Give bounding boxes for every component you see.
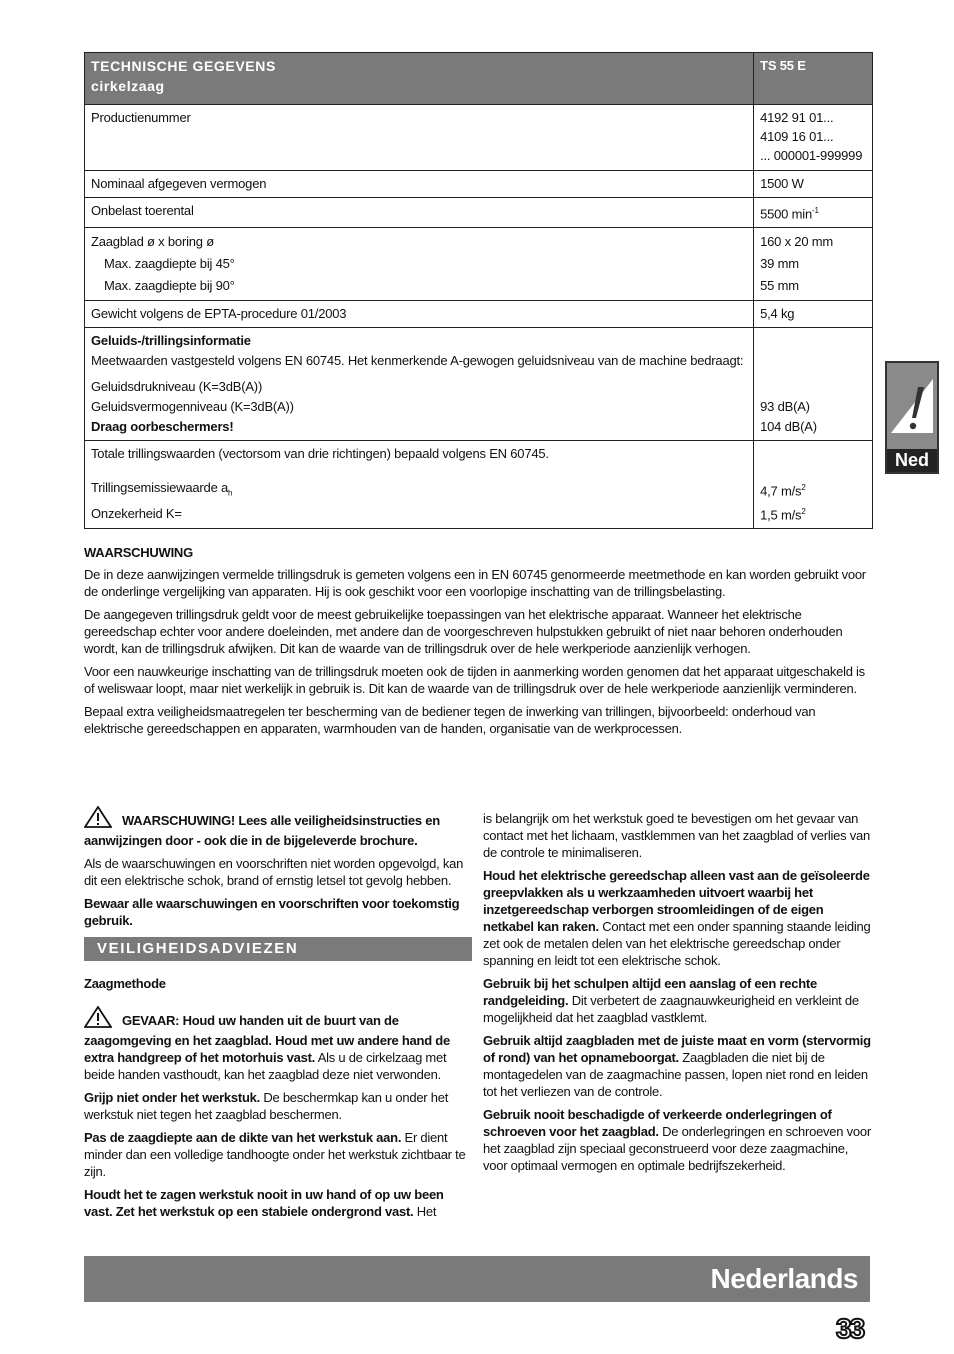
hold-paragraph (84, 1186, 472, 1220)
grip-bold: Houd het elektrische gereedschap alleen vast aan de geïsoleerde greepvlakken als u werkzaamheden uitvoert waarbij het inzetgereedschap verborgen stroomleidingen of de eigen netkabel kan raken. (483, 868, 870, 934)
spec-label: Productienummer (85, 105, 754, 171)
warning-paragraph-3: Voor een nauwkeurige inschatting van de trillingsdruk moeten ook de tijden in aanmerking worden genomen dat het apparaat uitgeschakeld is of weliswaar loopt, maar niet werkelijk in gebruik is. Dit kan de waarde van de trillingsdruk over de hele werkperiode aanzienlijk verminderen. (84, 664, 865, 696)
left-column (84, 806, 472, 1226)
speed-value: 5500 min (760, 206, 812, 222)
blade-value: 160 x 20 mm (760, 234, 834, 250)
depth45-value: 39 mm (760, 256, 799, 272)
vibration-intro: Totale trillingswaarden (vectorsom van drie richtingen) bepaald volgens EN 60745. (91, 446, 549, 462)
washer-text: De onderlegringen en schroeven voor het zaagblad zijn speciaal geconstrueerd voor deze zaagmachine, voor optimaal vermogen en optimale bedrijfszekerheid. (483, 1124, 871, 1173)
technical-data-table (84, 52, 873, 529)
keep-instructions: Bewaar alle waarschuwingen en voorschriften voor toekomstig gebruik. (84, 896, 460, 928)
spec-value: 1500 W (754, 171, 873, 198)
ear-protection-note: Draag oorbeschermers! (91, 419, 234, 435)
noise-values-cell (754, 328, 873, 441)
depth-bold: Pas de zaagdiepte aan de dikte van het werkstuk aan. (84, 1130, 402, 1145)
emission-label-text: Trillingsemissiewaarde a (91, 480, 229, 496)
spec-label: Onbelast toerental (85, 198, 754, 228)
warning-exclamation-icon (887, 363, 937, 449)
warning-heading: WAARSCHUWING (84, 545, 193, 560)
warning-paragraph-1: De in deze aanwijzingen vermelde trillingsdruk is gemeten volgens een in EN 60745 genormeerde meetmethode en kan worden gebruikt voor de onderlinge vergelijking van apparaten. Hij is ook geschikt voor een voorlopige inschatting van de trillingsbelasting. (84, 567, 866, 599)
spec-header-cell (85, 53, 754, 105)
blade-bold: Gebruik altijd zaagbladen met de juiste maat en vorm (stervormig of rond) van het opnameboorgat. (483, 1033, 871, 1065)
under-paragraph (84, 1089, 472, 1123)
depth-paragraph (84, 1129, 472, 1180)
power-level-label: Geluidsvermogenniveau (K=3dB(A)) (91, 399, 294, 415)
uncertainty-value (760, 502, 866, 525)
depth90-label: Max. zaagdiepte bij 90° (104, 278, 235, 294)
spec-model: TS 55 E (754, 53, 873, 105)
page-number: 33 (836, 1313, 864, 1344)
footer-language: Nederlands (710, 1263, 858, 1294)
rip-text: Dit verbetert de zaagnauwkeurigheid en verkleint de mogelijkheid dat het zaagblad vastklemt. (483, 993, 859, 1025)
uncertainty-value-text: 1,5 m/s (760, 506, 802, 522)
grip-paragraph (483, 867, 873, 969)
grip-text: Contact met een onder spanning staande leiding zet ook de metalen delen van het elektrische gereedschap onder spanning en leidt tot een elektrische schok. (483, 919, 871, 968)
noise-intro: Meetwaarden vastgesteld volgens EN 60745. Het kenmerkende A-gewogen geluidsniveau van de machine bedraagt: (91, 353, 744, 369)
noise-info-cell (85, 328, 754, 441)
production-number-2: 4109 16 01... (760, 129, 834, 144)
blade-label: Zaagblad ø x boring ø (91, 234, 214, 250)
warning-triangle-icon (84, 1006, 112, 1032)
emission-label (91, 478, 747, 504)
language-tab-label: Ned (887, 449, 937, 472)
spec-header-row (85, 53, 873, 105)
uncertainty-label: Onzekerheid K= (91, 505, 182, 521)
vibration-info-cell (85, 441, 754, 529)
pressure-label: Geluidsdrukniveau (K=3dB(A)) (91, 379, 263, 395)
emission-value-text: 4,7 m/s (760, 483, 802, 499)
spec-row-noise (85, 328, 873, 441)
right-column (483, 810, 873, 1180)
spec-row-weight (85, 301, 873, 328)
blade-paragraph (483, 1032, 873, 1100)
continuation-paragraph: is belangrijk om het werkstuk goed te bevestigen om het gevaar van contact met het lichaam, vastklemmen van het zaagblad of verlies van de controle te minimaliseren. (483, 811, 870, 860)
production-number-1: 4192 91 01... (760, 110, 834, 125)
depth-text: Er dient minder dan een volledige tandhoogte onder het werkstuk zichtbaar te zijn. (84, 1130, 466, 1179)
spec-row-power (85, 171, 873, 198)
danger-paragraph (84, 1006, 472, 1083)
emission-unit-exponent: 2 (801, 483, 806, 493)
noise-heading: Geluids-/trillingsinformatie (91, 333, 251, 349)
spec-label: Nominaal afgegeven vermogen (85, 171, 754, 198)
hold-bold: Houdt het te zagen werkstuk nooit in uw hand of op uw been vast. Zet het werkstuk op een stabiele ondergrond vast. (84, 1187, 444, 1219)
rip-bold: Gebruik bij het schulpen altijd een aanslag of een rechte randgeleiding. (483, 976, 817, 1008)
spec-row-vibration (85, 441, 873, 529)
subheading-saw-method: Zaagmethode (84, 976, 166, 991)
spec-value-group (754, 228, 873, 301)
spec-title: TECHNISCHE GEGEVENS (91, 58, 276, 74)
spec-value (754, 198, 873, 228)
vibration-warning-section (84, 544, 874, 743)
spec-row-blade (85, 228, 873, 301)
spec-subtitle: cirkelzaag (91, 78, 165, 94)
vibration-values-cell (754, 441, 873, 529)
emission-subscript: h (228, 488, 233, 498)
washer-bold: Gebruik nooit beschadigde of verkeerde onderlegringen of schroeven voor het zaagblad. (483, 1107, 832, 1139)
uncertainty-unit-exponent: 2 (801, 506, 806, 516)
footer-language-bar (84, 1256, 870, 1302)
danger-text: Als u de cirkelzaag met beide handen vasthoudt, kan het zaagblad deze niet verwonden. (84, 1050, 447, 1082)
warning-triangle-icon (84, 806, 112, 832)
under-text: De beschermkap kan u onder het werkstuk niet tegen het zaagblad beschermen. (84, 1090, 449, 1122)
pressure-value: 93 dB(A) (760, 399, 810, 415)
rip-paragraph (483, 975, 873, 1026)
spec-row-speed (85, 198, 873, 228)
under-bold: Grijp niet onder het werkstuk. (84, 1090, 260, 1105)
production-number-3: ... 000001-999999 (760, 148, 863, 163)
washer-paragraph (483, 1106, 873, 1174)
warning-paragraph-4: Bepaal extra veiligheidsmaatregelen ter bescherming van de bediener tegen de inwerking van trillingen, bijvoorbeeld: onderhoud van elektrische gereedschappen en apparaten, warmhouden van de handen, organisatie van de werkprocessen. (84, 704, 816, 736)
spec-label-group (85, 228, 754, 301)
warning-paragraph-2: De aangegeven trillingsdruk geldt voor de meest gebruikelijke toepassingen van het elektrische apparaat. Wanneer het elektrische gereedschap echter voor andere doeleinden, met andere dan de voorgeschreven hulpstukken gebruikt of niet naar behoren onderhouden wordt, kan de trillingsdruk afwijken. Dit kan de waarde van de trillingsdruk over de hele werkperiode aanzienlijk verhogen. (84, 607, 843, 656)
safety-warning-intro (84, 806, 472, 849)
power-level-value: 104 dB(A) (760, 419, 817, 435)
spec-value: 5,4 kg (754, 301, 873, 328)
spec-row-production (85, 105, 873, 171)
language-side-tab (885, 361, 939, 474)
depth90-value: 55 mm (760, 278, 799, 294)
spec-value (754, 105, 873, 171)
depth45-label: Max. zaagdiepte bij 45° (104, 256, 235, 272)
hold-text: Het (413, 1204, 437, 1219)
danger-bold: GEVAAR: Houd uw handen uit de buurt van de zaagomgeving en het zaagblad. Houd met uw andere hand de extra handgreep of het motorhuis vast. (84, 1013, 450, 1065)
spec-label: Gewicht volgens de EPTA-procedure 01/2003 (85, 301, 754, 328)
safety-warning-bold: WAARSCHUWING! Lees alle veiligheidsinstructies en aanwijzingen door - ook die in de bijgeleverde brochure. (84, 813, 440, 848)
speed-unit-exponent: -1 (811, 206, 819, 215)
safety-warning-text: Als de waarschuwingen en voorschriften niet worden opgevolgd, kan dit een elektrische schok, brand of ernstig letsel tot gevolg hebben. (84, 856, 464, 888)
section-title-safety: VEILIGHEIDSADVIEZEN (84, 937, 472, 961)
emission-value (760, 478, 866, 501)
blade-text: Zaagbladen die niet bij de montagedelen van de zaagmachine passen, lopen niet rond en leiden tot het verliezen van de controle. (483, 1050, 868, 1099)
